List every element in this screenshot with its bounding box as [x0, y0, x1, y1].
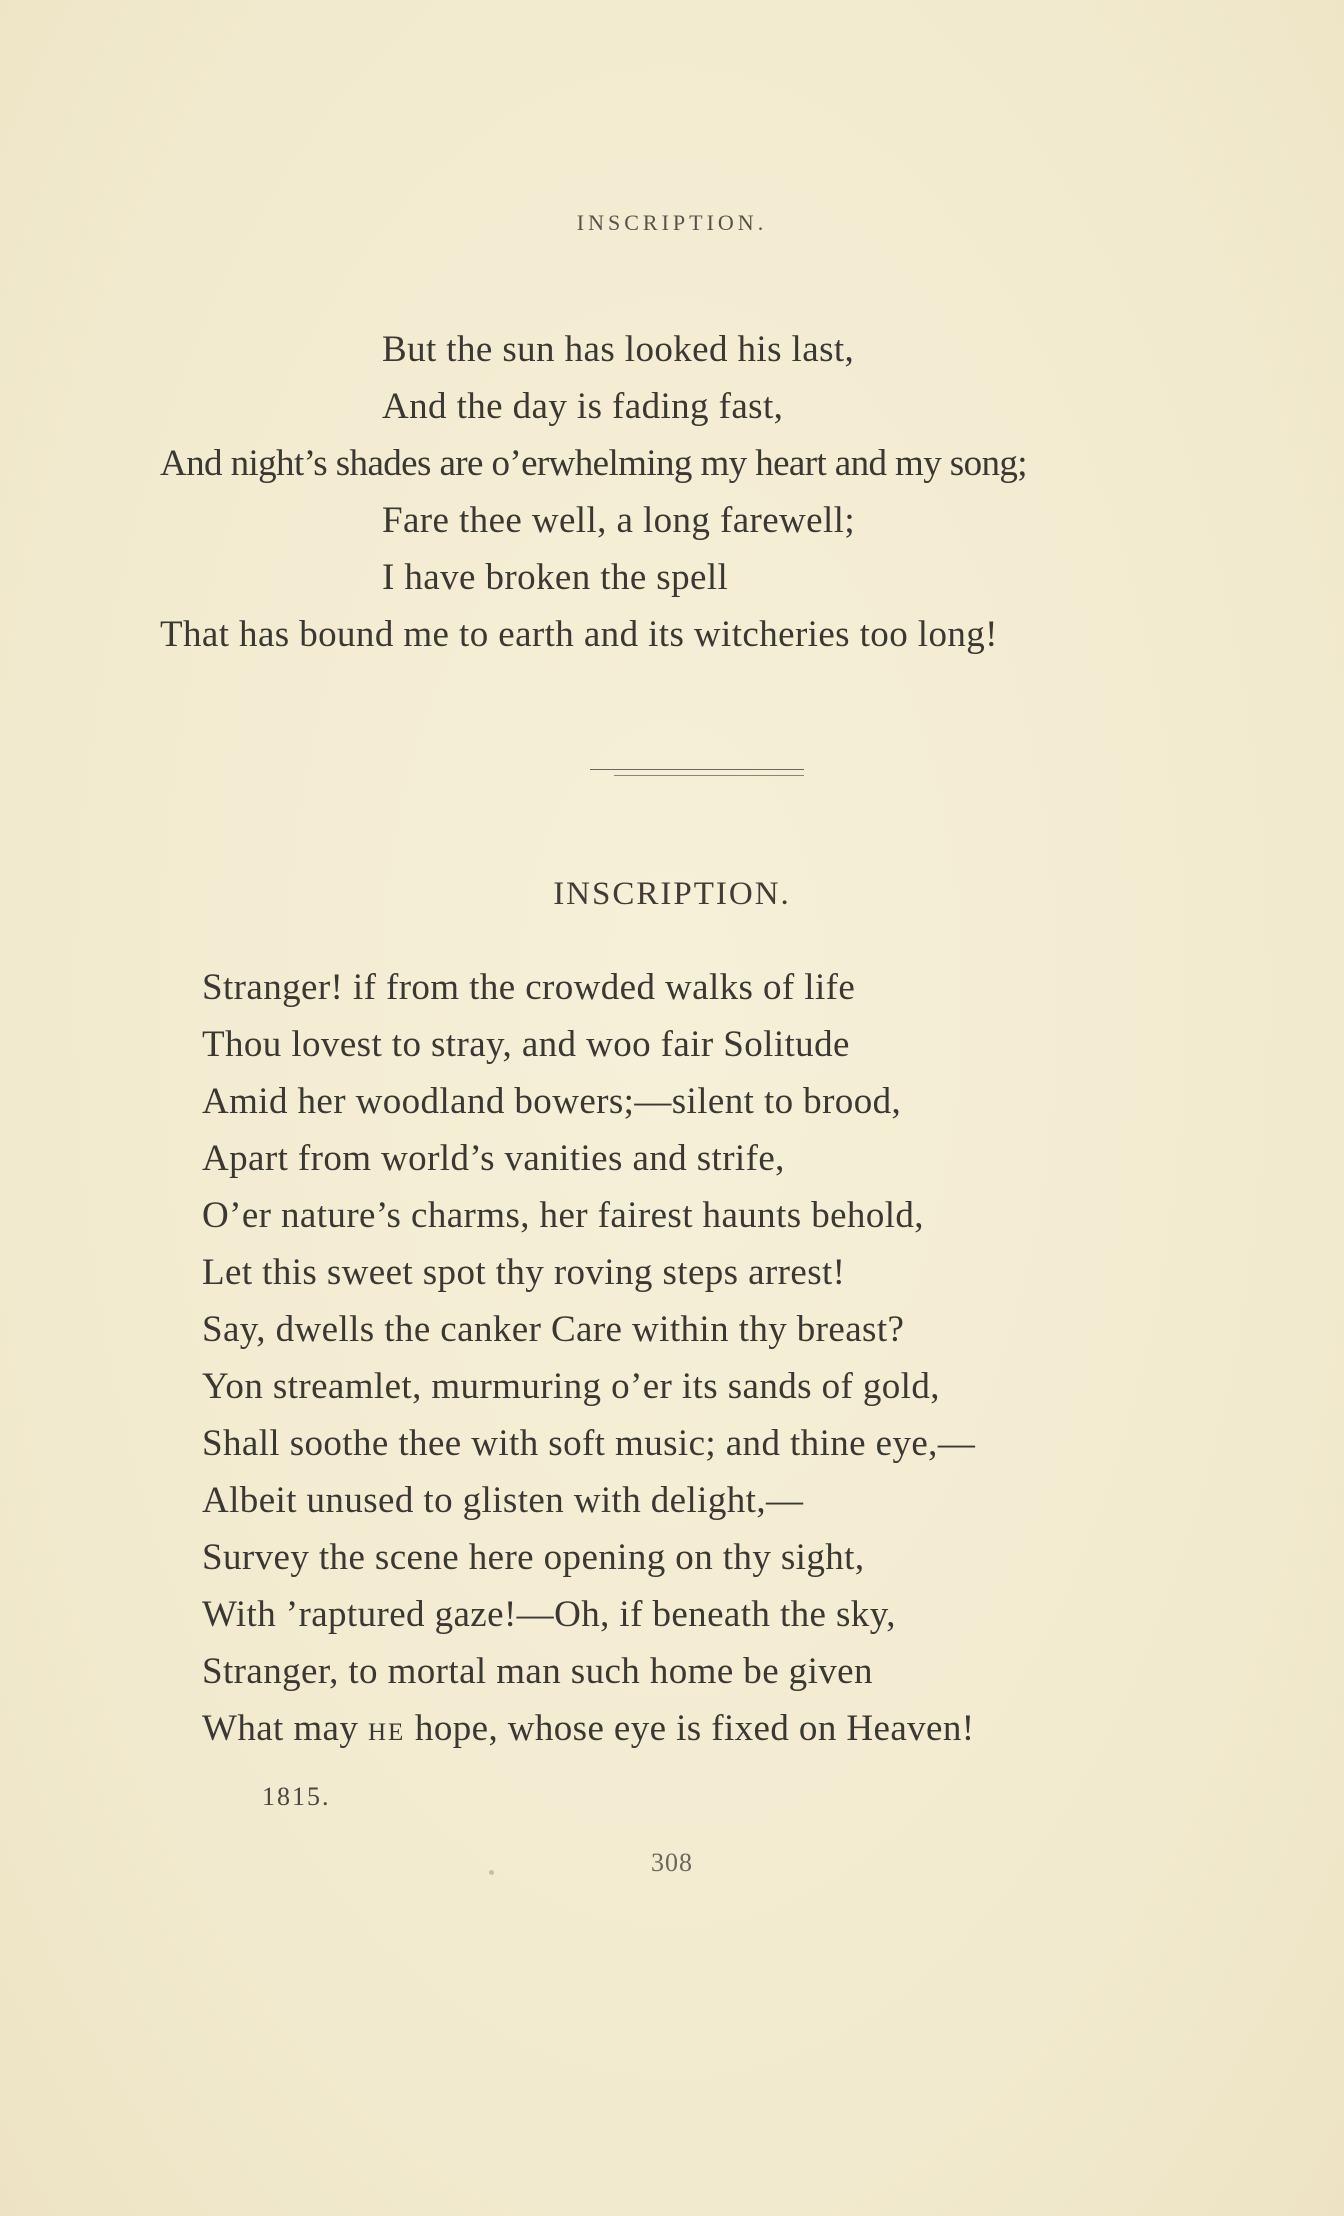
poem-line: Say, dwells the canker Care within thy breast?: [202, 1309, 905, 1350]
last-line-smallcaps: HE: [367, 1719, 406, 1746]
poem-line: Apart from world’s vanities and strife,: [202, 1138, 785, 1179]
poem-date: 1815.: [262, 1782, 331, 1811]
poem-line: With ’raptured gaze!—Oh, if beneath the sky,: [202, 1594, 896, 1635]
stanza-line: That has bound me to earth and its witcheries too long!: [160, 614, 998, 655]
stanza-line: But the sun has looked his last,: [382, 329, 855, 370]
last-line-end: hope, whose eye is fixed on Heaven!: [405, 1708, 975, 1749]
stanza-line: Fare thee well, a long farewell;: [382, 500, 856, 541]
page-number: 308: [651, 1848, 693, 1877]
last-line-start: What may: [202, 1708, 368, 1749]
divider-rule-lower: [614, 775, 804, 776]
poem-title: INSCRIPTION.: [553, 876, 791, 912]
poem-line: Survey the scene here opening on thy sight,: [202, 1537, 865, 1578]
poem-line: Stranger! if from the crowded walks of life: [202, 967, 856, 1008]
poem-line: Shall soothe thee with soft music; and thine eye,—: [202, 1423, 976, 1464]
poem-line: Stranger, to mortal man such home be given: [202, 1651, 873, 1692]
stanza-line: And night’s shades are o’erwhelming my heart and my song;: [160, 443, 1027, 484]
poem-line: O’er nature’s charms, her fairest haunts behold,: [202, 1195, 924, 1236]
divider-rule-upper: [590, 769, 804, 770]
stanza-line: And the day is fading fast,: [382, 386, 784, 427]
stanza-line: I have broken the spell: [382, 557, 729, 598]
poem-line: Thou lovest to stray, and woo fair Solitude: [202, 1024, 850, 1065]
poem-line-last: [202, 1707, 975, 1755]
running-head: INSCRIPTION.: [576, 210, 768, 235]
poem-line: Yon streamlet, murmuring o’er its sands of gold,: [202, 1366, 940, 1407]
poem-line: Let this sweet spot thy roving steps arrest!: [202, 1252, 846, 1293]
poem-line: Albeit unused to glisten with delight,—: [202, 1480, 804, 1521]
poem-line: Amid her woodland bowers;—silent to brood,: [202, 1081, 902, 1122]
